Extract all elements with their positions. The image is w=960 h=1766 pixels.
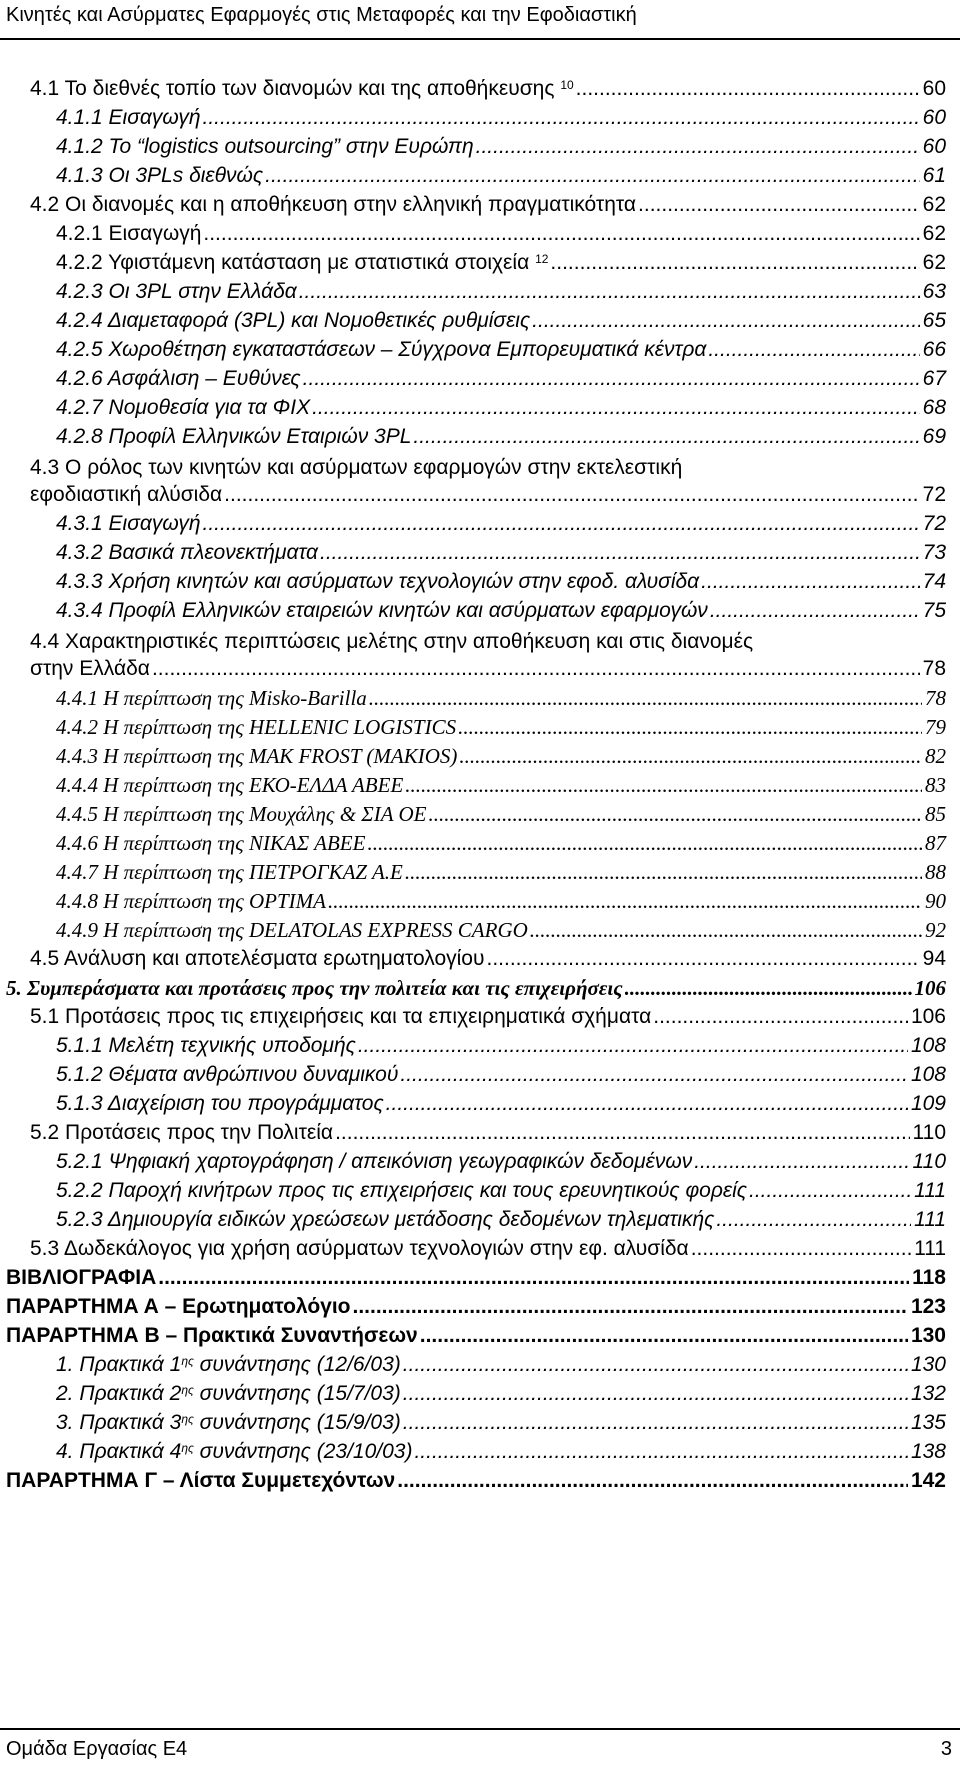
toc-entry-title: 5.1.2 Θέματα ανθρώπινου δυναμικού bbox=[56, 1063, 399, 1086]
toc-entry[interactable] bbox=[56, 913, 946, 943]
toc-entry[interactable] bbox=[6, 1464, 946, 1494]
toc-entry[interactable] bbox=[30, 942, 946, 972]
toc-page-number: 110 bbox=[912, 1121, 946, 1144]
toc-entry[interactable] bbox=[56, 101, 946, 131]
toc-entry-title: 5.1.1 Μελέτη τεχνικής υποδομής bbox=[56, 1034, 356, 1057]
toc-page-number: 61 bbox=[922, 164, 946, 187]
toc-entry-title-rest: συνάντησης (15/9/03) bbox=[193, 1411, 401, 1434]
toc-page-number: 118 bbox=[912, 1266, 946, 1289]
toc-entry-title: ΠΑΡΑΡΤΗΜΑ Β – Πρακτικά Συναντήσεων bbox=[6, 1324, 418, 1347]
toc-entry-title: 4.4.3 Η περίπτωση της MAK FROST (MAKIOS) bbox=[56, 744, 458, 768]
toc-entry-title: ΠΑΡΑΡΤΗΜΑ Γ – Λίστα Συμμετεχόντων bbox=[6, 1469, 396, 1492]
toc-entry-title: 4.3.1 Εισαγωγή bbox=[56, 512, 201, 535]
dot-leader bbox=[158, 1265, 909, 1291]
ordinal-suffix: ης bbox=[181, 1354, 194, 1368]
toc-page-number: 132 bbox=[910, 1382, 946, 1405]
toc-page-number: 130 bbox=[910, 1353, 946, 1376]
dot-leader bbox=[265, 163, 920, 189]
toc-page-number: 63 bbox=[922, 280, 946, 303]
toc-page-number: 62 bbox=[922, 193, 946, 216]
running-header: Κινητές και Ασύρματες Εφαρμογές στις Μεταφορές και την Εφοδιαστική bbox=[6, 4, 637, 26]
toc-entry-title: 4.4.1 Η περίπτωση της Misko-Barilla bbox=[56, 686, 367, 710]
toc-entry[interactable] bbox=[6, 1261, 946, 1291]
toc-entry[interactable] bbox=[56, 826, 946, 856]
toc-entry-title: 4.2.7 Νομοθεσία για τα ΦΙΧ bbox=[56, 396, 311, 419]
dot-leader bbox=[638, 192, 920, 218]
toc-entry[interactable] bbox=[30, 188, 946, 218]
ordinal-suffix: ης bbox=[181, 1441, 194, 1455]
dot-leader bbox=[312, 395, 920, 421]
toc-page-number: 135 bbox=[910, 1411, 946, 1434]
toc-entry-title: 4.2 Οι διανομές και η αποθήκευση στην ελληνική πραγματικότητα bbox=[30, 193, 637, 216]
dot-leader bbox=[403, 1352, 908, 1378]
toc-entry[interactable] bbox=[56, 536, 946, 566]
toc-entry-title: 4.2.1 Εισαγωγή bbox=[56, 222, 202, 245]
toc-entry[interactable] bbox=[56, 1145, 946, 1175]
toc-page-number: 111 bbox=[914, 1208, 946, 1231]
toc-entry[interactable] bbox=[30, 478, 946, 508]
toc-entry-title: 4.4.6 Η περίπτωση της ΝΙΚΑΣ ΑΒΕΕ bbox=[56, 831, 366, 855]
toc-page-number: 111 bbox=[914, 1179, 946, 1202]
dot-leader bbox=[710, 598, 920, 624]
toc-entry-title: 4.2.6 Ασφάλιση – Ευθύνες bbox=[56, 367, 301, 390]
dot-leader bbox=[716, 1207, 911, 1233]
dot-leader bbox=[367, 830, 922, 856]
toc-page-number: 78 bbox=[925, 686, 946, 710]
toc-entry-title: 4.5 Ανάλυση και αποτελέσματα ερωτηματολογίου bbox=[30, 947, 485, 970]
toc-entry-title-line1: 4.3 Ο ρόλος των κινητών και ασύρματων εφαρμογών στην εκτελεστική bbox=[30, 456, 683, 479]
toc-entry-title: 5.2.3 Δημιουργία ειδικών χρεώσεων μετάδοσης δεδομένων τηλεματικής bbox=[56, 1208, 715, 1231]
toc-entry[interactable] bbox=[6, 971, 946, 1001]
toc-entry-title-line2: στην Ελλάδα bbox=[30, 657, 150, 680]
dot-leader bbox=[420, 1323, 908, 1349]
toc-entry-title: 3. Πρακτικά 3 bbox=[56, 1411, 182, 1434]
footer-group-label: Ομάδα Εργασίας Ε4 bbox=[6, 1738, 188, 1760]
toc-entry-title: 4.1.2 Το “logistics outsourcing” στην Ευρώπη bbox=[56, 135, 474, 158]
toc-page-number: 82 bbox=[925, 744, 946, 768]
toc-entry[interactable] bbox=[30, 652, 946, 682]
dot-leader bbox=[405, 772, 922, 798]
toc-entry-title: 5.1 Προτάσεις προς τις επιχειρήσεις και τα επιχειρηματικά σχήματα bbox=[30, 1005, 652, 1028]
dot-leader bbox=[749, 1178, 911, 1204]
toc-entry-title: 4.3.3 Χρήση κινητών και ασύρματων τεχνολογιών στην εφοδ. αλυσίδα bbox=[56, 570, 700, 593]
dot-leader bbox=[530, 917, 922, 943]
toc-entry-title-rest: συνάντησης (23/10/03) bbox=[193, 1440, 413, 1463]
dot-leader bbox=[405, 859, 922, 885]
toc-entry-title-line1: 4.4 Χαρακτηριστικές περιπτώσεις μελέτης στην αποθήκευση και στις διανομές bbox=[30, 630, 754, 653]
toc-entry[interactable] bbox=[56, 362, 946, 392]
toc-entry-title: ΒΙΒΛΙΟΓΡΑΦΙΑ bbox=[6, 1266, 157, 1289]
toc-page-number: 67 bbox=[922, 367, 946, 390]
toc-entry[interactable] bbox=[56, 710, 946, 740]
dot-leader bbox=[691, 1236, 911, 1262]
toc-entry[interactable] bbox=[56, 333, 946, 363]
toc-page-number: 74 bbox=[922, 570, 946, 593]
toc-entry-title: 4.2.8 Προφίλ Ελληνικών Εταιριών 3PL bbox=[56, 425, 412, 448]
toc-page-number: 65 bbox=[922, 309, 946, 332]
dot-leader bbox=[486, 946, 919, 972]
toc-entry[interactable] bbox=[56, 304, 946, 334]
toc-page-number: 90 bbox=[925, 889, 946, 913]
dot-leader bbox=[203, 105, 920, 131]
toc-entry[interactable] bbox=[56, 797, 946, 827]
toc-entry[interactable] bbox=[56, 507, 946, 537]
toc-entry[interactable] bbox=[56, 1029, 946, 1059]
toc-page-number: 66 bbox=[922, 338, 946, 361]
toc-entry-title: 1. Πρακτικά 1 bbox=[56, 1353, 182, 1376]
toc-page-number: 62 bbox=[922, 222, 946, 245]
dot-leader bbox=[532, 308, 919, 334]
dot-leader bbox=[224, 482, 919, 508]
toc-page-number: 108 bbox=[910, 1063, 946, 1086]
toc-page-number: 142 bbox=[910, 1469, 946, 1492]
dot-leader bbox=[328, 888, 922, 914]
dot-leader bbox=[353, 1294, 908, 1320]
toc-entry-title: 5.1.3 Διαχείριση του προγράμματος bbox=[56, 1092, 384, 1115]
header-rule bbox=[0, 38, 960, 40]
footnote-ref: 10 bbox=[560, 78, 574, 92]
toc-page-number: 85 bbox=[925, 802, 946, 826]
toc-entry[interactable] bbox=[56, 420, 946, 450]
dot-leader bbox=[369, 685, 922, 711]
toc-entry[interactable] bbox=[56, 1435, 946, 1465]
toc-page-number: 88 bbox=[925, 860, 946, 884]
toc-page-number: 138 bbox=[910, 1440, 946, 1463]
toc-entry[interactable] bbox=[56, 1348, 946, 1378]
toc-entry-title: ΠΑΡΑΡΤΗΜΑ Α – Ερωτηματολόγιο bbox=[6, 1295, 351, 1318]
toc-page-number: 73 bbox=[922, 541, 946, 564]
toc-page-number: 60 bbox=[922, 106, 946, 129]
toc-page-number: 106 bbox=[914, 976, 946, 1000]
toc-entry[interactable] bbox=[56, 855, 946, 885]
toc-entry-title: 4.2.3 Οι 3PL στην Ελλάδα bbox=[56, 280, 297, 303]
dot-leader bbox=[413, 424, 919, 450]
toc-entry-title: 4.4.8 Η περίπτωση της OPTIMA bbox=[56, 889, 326, 913]
toc-entry-title: 4.1 Το διεθνές τοπίο των διανομών και της αποθήκευσης bbox=[30, 77, 555, 100]
toc-entry-title: 4.4.9 Η περίπτωση της DELATOLAS EXPRESS CARGO bbox=[56, 918, 528, 942]
dot-leader bbox=[358, 1033, 908, 1059]
toc-page-number: 75 bbox=[922, 599, 946, 622]
toc-entry[interactable] bbox=[30, 1000, 946, 1030]
dot-leader bbox=[428, 801, 922, 827]
toc-entry[interactable] bbox=[56, 217, 946, 247]
toc-entry-title: 5.2.1 Ψηφιακή χαρτογράφηση / απεικόνιση γεωγραφικών δεδομένων bbox=[56, 1150, 693, 1173]
toc-entry[interactable] bbox=[56, 246, 946, 276]
toc-entry[interactable] bbox=[56, 275, 946, 305]
toc-page-number: 83 bbox=[925, 773, 946, 797]
footnote-ref: 12 bbox=[535, 252, 549, 266]
toc-page-number: 72 bbox=[922, 512, 946, 535]
toc-entry[interactable] bbox=[6, 1319, 946, 1349]
toc-entry-title-rest: συνάντησης (15/7/03) bbox=[193, 1382, 401, 1405]
toc-entry[interactable] bbox=[56, 884, 946, 914]
toc-entry-title: 4.2.4 Διαμεταφορά (3PL) και Νομοθετικές ρυθμίσεις bbox=[56, 309, 531, 332]
toc-entry-title: 5.2.2 Παροχή κινήτρων προς τις επιχειρήσεις και τους ερευνητικούς φορείς bbox=[56, 1179, 747, 1202]
dot-leader bbox=[397, 1468, 908, 1494]
toc-page-number: 62 bbox=[922, 251, 946, 274]
toc-entry-title: 4.1.3 Οι 3PLs διεθνώς bbox=[56, 164, 264, 187]
toc-entry[interactable] bbox=[56, 594, 946, 624]
toc-entry-title: 2. Πρακτικά 2 bbox=[56, 1382, 182, 1405]
toc-entry-title: 4.1.1 Εισαγωγή bbox=[56, 106, 201, 129]
dot-leader bbox=[203, 511, 920, 537]
toc-page-number: 123 bbox=[910, 1295, 946, 1318]
dot-leader bbox=[708, 337, 919, 363]
dot-leader bbox=[403, 1381, 908, 1407]
dot-leader bbox=[459, 743, 922, 769]
toc-entry-title: 5.3 Δωδεκάλογος για χρήση ασύρματων τεχνολογιών στην εφ. αλυσίδα bbox=[30, 1237, 689, 1260]
toc-entry[interactable] bbox=[56, 1058, 946, 1088]
toc-entry-title: 4. Πρακτικά 4 bbox=[56, 1440, 182, 1463]
ordinal-suffix: ης bbox=[181, 1412, 194, 1426]
ordinal-suffix: ης bbox=[181, 1383, 194, 1397]
toc-entry-title: 4.3.4 Προφίλ Ελληνικών εταιρειών κινητών και ασύρματων εφαρμογών bbox=[56, 599, 708, 622]
toc-entry[interactable] bbox=[30, 72, 946, 102]
dot-leader bbox=[335, 1120, 909, 1146]
toc-entry-title: 4.4.2 Η περίπτωση της HELLENIC LOGISTICS bbox=[56, 715, 457, 739]
toc-entry-title: 4.4.5 Η περίπτωση της Μουχάλης & ΣΙΑ ΟΕ bbox=[56, 802, 427, 826]
dot-leader bbox=[653, 1004, 908, 1030]
toc-entry[interactable] bbox=[56, 1174, 946, 1204]
dot-leader bbox=[576, 76, 920, 102]
toc-page-number: 69 bbox=[922, 425, 946, 448]
toc-page-number: 130 bbox=[910, 1324, 946, 1347]
dot-leader bbox=[303, 366, 920, 392]
toc-entry[interactable] bbox=[56, 1087, 946, 1117]
toc-entry-title-line2: εφοδιαστική αλύσιδα bbox=[30, 483, 223, 506]
toc-entry-title: 4.2.2 Υφιστάμενη κατάσταση με στατιστικά στοιχεία bbox=[56, 251, 530, 274]
toc-page-number: 111 bbox=[914, 1237, 946, 1260]
toc-entry[interactable] bbox=[56, 391, 946, 421]
dot-leader bbox=[550, 250, 919, 276]
dot-leader bbox=[414, 1439, 907, 1465]
toc-entry-title: 4.3.2 Βασικά πλεονεκτήματα bbox=[56, 541, 318, 564]
toc-page-number: 94 bbox=[922, 947, 946, 970]
toc-page-number: 79 bbox=[925, 715, 946, 739]
toc-page-number: 110 bbox=[912, 1150, 946, 1173]
toc-entry-title: 4.2.5 Χωροθέτηση εγκαταστάσεων – Σύγχρονα Εμπορευματικά κέντρα bbox=[56, 338, 707, 361]
toc-page-number: 68 bbox=[922, 396, 946, 419]
dot-leader bbox=[625, 975, 912, 1001]
toc-entry[interactable] bbox=[56, 130, 946, 160]
toc-entry-title-rest: συνάντησης (12/6/03) bbox=[193, 1353, 401, 1376]
dot-leader bbox=[701, 569, 919, 595]
toc-entry[interactable] bbox=[56, 1377, 946, 1407]
toc-entry[interactable] bbox=[56, 1203, 946, 1233]
toc-page-number: 78 bbox=[922, 657, 946, 680]
footer-rule bbox=[0, 1728, 960, 1730]
toc-entry-title: 5. Συμπεράσματα και προτάσεις προς την πολιτεία και τις επιχειρήσεις bbox=[6, 976, 623, 1000]
dot-leader bbox=[400, 1062, 908, 1088]
dot-leader bbox=[476, 134, 920, 160]
toc-page-number: 60 bbox=[922, 135, 946, 158]
dot-leader bbox=[386, 1091, 908, 1117]
dot-leader bbox=[299, 279, 920, 305]
toc-page-number: 109 bbox=[910, 1092, 946, 1115]
toc-entry[interactable] bbox=[56, 159, 946, 189]
page-number: 3 bbox=[940, 1738, 952, 1760]
toc-page-number: 87 bbox=[925, 831, 946, 855]
dot-leader bbox=[458, 714, 922, 740]
toc-entry[interactable] bbox=[56, 1406, 946, 1436]
toc-entry-title: 5.2 Προτάσεις προς την Πολιτεία bbox=[30, 1121, 334, 1144]
dot-leader bbox=[320, 540, 920, 566]
dot-leader bbox=[203, 221, 919, 247]
dot-leader bbox=[694, 1149, 909, 1175]
toc-entry[interactable] bbox=[56, 681, 946, 711]
dot-leader bbox=[152, 656, 920, 682]
toc-entry[interactable] bbox=[56, 739, 946, 769]
toc-entry[interactable] bbox=[30, 1116, 946, 1146]
toc-entry[interactable] bbox=[56, 565, 946, 595]
toc-entry[interactable] bbox=[6, 1290, 946, 1320]
toc-entry[interactable] bbox=[30, 1232, 946, 1262]
toc-entry[interactable] bbox=[56, 768, 946, 798]
toc-page-number: 108 bbox=[910, 1034, 946, 1057]
toc-page-number: 92 bbox=[925, 918, 946, 942]
toc-page-number: 60 bbox=[922, 77, 946, 100]
dot-leader bbox=[403, 1410, 908, 1436]
toc-page-number: 106 bbox=[910, 1005, 946, 1028]
toc-entry-title: 4.4.7 Η περίπτωση της ΠΕΤΡΟΓΚΑΖ Α.Ε bbox=[56, 860, 403, 884]
toc-page-number: 72 bbox=[922, 483, 946, 506]
toc-entry-title: 4.4.4 Η περίπτωση της ΕΚΟ-ΕΛΔΑ ΑΒΕΕ bbox=[56, 773, 404, 797]
